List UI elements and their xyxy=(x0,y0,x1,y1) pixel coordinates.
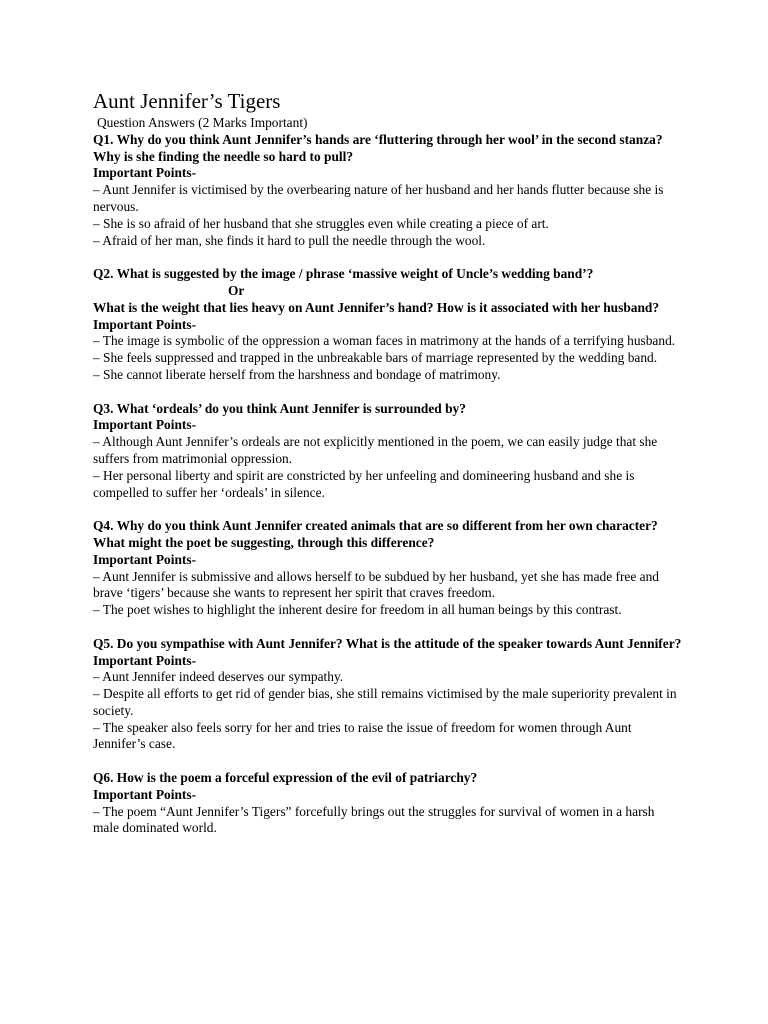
question-5: Q5. Do you sympathise with Aunt Jennifer? What is the attitude of the speaker towards Aunt Jennifer? xyxy=(93,635,682,651)
answer-point: – The image is symbolic of the oppression a woman faces in matrimony at the hands of a terrifying husband. xyxy=(93,333,676,349)
important-points-label: Important Points- xyxy=(93,417,197,433)
question-5-section xyxy=(93,636,683,754)
question-3-section xyxy=(93,401,683,502)
document-body xyxy=(93,89,683,837)
important-points-label: Important Points- xyxy=(93,316,197,332)
answer-point: – The speaker also feels sorry for her and tries to raise the issue of freedom for women through Aunt Jennifer’s case. xyxy=(93,719,632,752)
answer-point: – Aunt Jennifer is submissive and allows herself to be subdued by her husband, yet she has made free and brave ‘tigers’ because she wants to represent her spirit that craves freedom. xyxy=(93,568,659,601)
answer-point: – She feels suppressed and trapped in the unbreakable bars of marriage represented by the wedding band. xyxy=(93,350,658,366)
important-points-label: Important Points- xyxy=(93,551,197,567)
question-3: Q3. What ‘ordeals’ do you think Aunt Jennifer is surrounded by? xyxy=(93,400,466,416)
question-6-section xyxy=(93,770,683,837)
answer-point: – Afraid of her man, she finds it hard to pull the needle through the wool. xyxy=(93,232,486,248)
document-title: Aunt Jennifer’s Tigers xyxy=(93,89,281,113)
answer-point: – She cannot liberate herself from the harshness and bondage of matrimony. xyxy=(93,366,501,382)
answer-point: – Her personal liberty and spirit are constricted by her unfeeling and domineering husband and she is compelled to suffer her ‘ordeals’ in silence. xyxy=(93,467,635,500)
question-4-section xyxy=(93,518,683,619)
question-2-section xyxy=(93,266,683,384)
answer-point: – The poet wishes to highlight the inherent desire for freedom in all human beings by this contrast. xyxy=(93,602,622,618)
answer-point: – The poem “Aunt Jennifer’s Tigers” forcefully brings out the struggles for survival of women in a harsh male dominated world. xyxy=(93,803,655,836)
question-4: Q4. Why do you think Aunt Jennifer created animals that are so different from her own character? What might the poet be suggesting, through this difference? xyxy=(93,518,658,550)
question-2: Q2. What is suggested by the image / phrase ‘massive weight of Uncle’s wedding band’? xyxy=(93,266,594,282)
important-points-label: Important Points- xyxy=(93,165,197,181)
document-subtitle: Question Answers (2 Marks Important) xyxy=(97,115,308,130)
question-6: Q6. How is the poem a forceful expression of the evil of patriarchy? xyxy=(93,770,478,786)
important-points-label: Important Points- xyxy=(93,652,197,668)
answer-point: – Aunt Jennifer is victimised by the overbearing nature of her husband and her hands flutter because she is nervous. xyxy=(93,182,664,214)
or-separator: Or xyxy=(228,282,245,298)
answer-point: – She is so afraid of her husband that she struggles even while creating a piece of art. xyxy=(93,215,549,231)
question-1: Q1. Why do you think Aunt Jennifer’s hands are ‘fluttering through her wool’ in the second stanza? Why is she finding the needle so hard to pull? xyxy=(93,131,663,164)
important-points-label: Important Points- xyxy=(93,786,197,802)
answer-point: – Despite all efforts to get rid of gender bias, she still remains victimised by the male superiority prevalent in society. xyxy=(93,686,677,718)
question-2-alternate: What is the weight that lies heavy on Aunt Jennifer’s hand? How is it associated with her husband? xyxy=(93,299,660,315)
answer-point: – Aunt Jennifer indeed deserves our sympathy. xyxy=(93,669,344,685)
answer-point: – Although Aunt Jennifer’s ordeals are not explicitly mentioned in the poem, we can easily judge that she suffers from matrimonial oppression. xyxy=(93,434,658,466)
question-1-section xyxy=(93,132,683,250)
